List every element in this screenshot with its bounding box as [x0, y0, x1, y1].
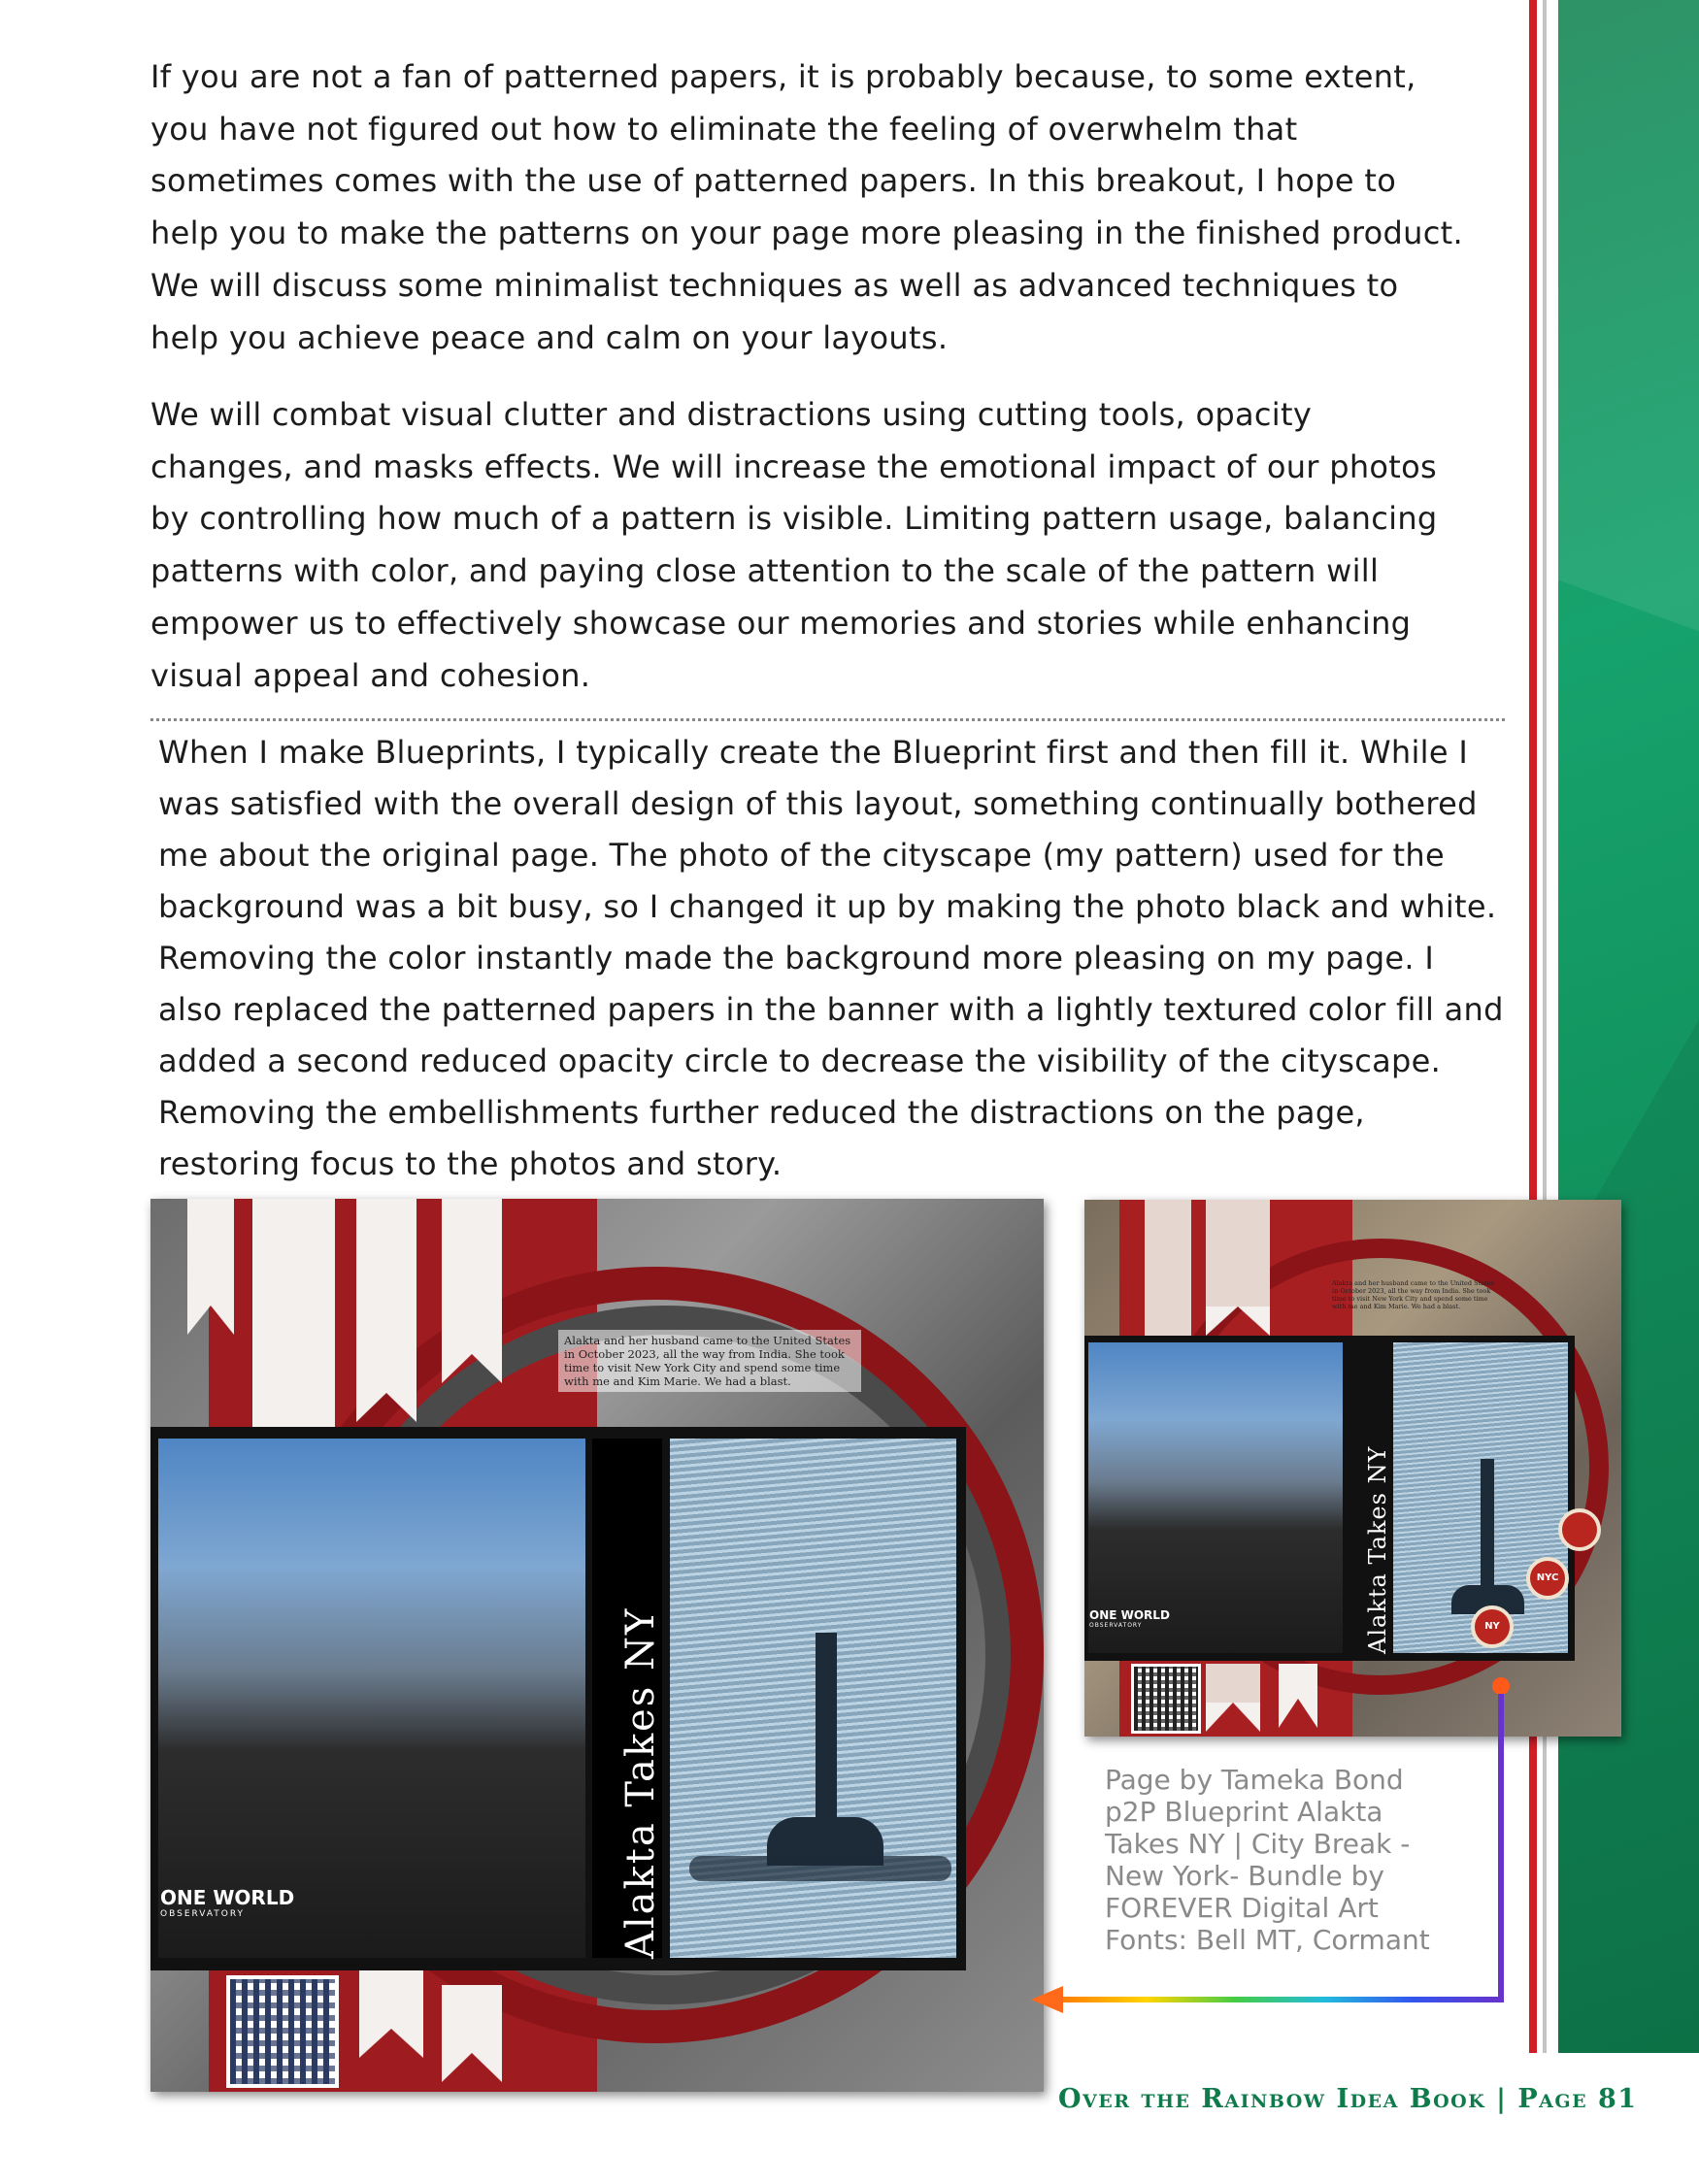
journal-text: Alakta and her husband came to the United States in October 2023, all the way from India. She took time to visit New York City and spend some time with me and Kim Marie. We had a blast.	[558, 1330, 861, 1392]
observatory-sign-subtext: OBSERVATORY	[1089, 1622, 1143, 1629]
nyc-badge: NYC	[1526, 1557, 1569, 1600]
layout-title: Alakta Takes NY	[618, 1606, 663, 1959]
arrow-start-dot	[1492, 1677, 1510, 1695]
observatory-sign-subtext: OBSERVATORY	[160, 1909, 246, 1919]
blueprint-paragraph: When I make Blueprints, I typically create the Blueprint first and then fill it. While I was satisfied with the overall design of this layout, something continually bothered me about the original page. The photo of the cityscape (my pattern) used for the background was a bit busy, so I changed it up by making the photo black and white. Removing the color instantly made the background more pleasing on my page. I also replaced the patterned papers in the banner with a lightly textured color fill and added a second reduced opacity circle to decrease the visibility of the cityscape. Removing the embellishments further reduced the distractions on the page, restoring focus to the photos and story.	[158, 734, 1504, 1182]
page-footer: Over the Rainbow Idea Book | Page 81	[1058, 2084, 1638, 2114]
intro-paragraph: If you are not a fan of patterned papers, it is probably because, to some extent, you have not figured out how to eliminate the feeling of overwhelm that sometimes comes with the use of patterned papers. In this breakout, I hope to help you to make the patterns on your page more pleasing in the finished product. We will discuss some minimalist techniques as well as advanced techniques to help you achieve peace and calm on your layouts.	[150, 58, 1463, 356]
journal-text: Alakta and her husband came to the United States in October 2023, all the way from India. She took time to visit New York City and spend some time with me and Kim Marie. We had a blast.	[1332, 1279, 1494, 1310]
techniques-paragraph: We will combat visual clutter and distractions using cutting tools, opacity changes, and masks effects. We will increase the emotional impact of our photos by controlling how much of a pattern is visible. Limiting pattern usage, balancing patterns with color, and paying close attention to the scale of the pattern will empower us to effectively showcase our memories and stories while enhancing visual appeal and cohesion.	[150, 396, 1438, 694]
layout-title: Alakta Takes NY	[1364, 1445, 1391, 1654]
ny-badge: NY	[1471, 1605, 1514, 1648]
arrow-head	[1031, 1986, 1063, 2013]
layout-credits: Page by Tameka Bond p2P Blueprint Alakta Takes NY | City Break - New York- Bundle by FOREVER Digital Art Fonts: Bell MT, Cormant	[1105, 1764, 1430, 1956]
observatory-sign-text: ONE WORLD	[1089, 1608, 1170, 1622]
observatory-sign-text: ONE WORLD	[160, 1886, 295, 1909]
